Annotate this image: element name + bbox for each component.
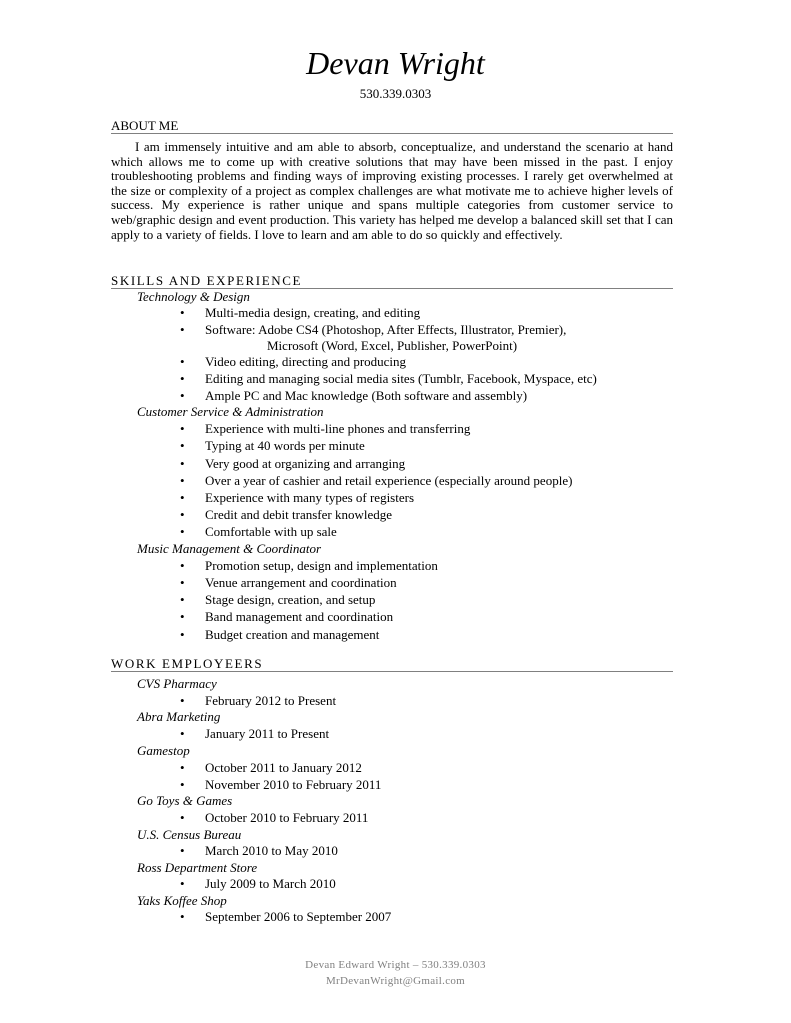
about-text: I am immensely intuitive and am able to absorb, conceptualize, and understand the scenario at hand which allows me to come up with creative solutions that may have been missed in the past. I enjoy troubleshooting problems and finding ways of improving existing processes. I rarely get overwhelmed at the size or complexity of a project as complex challenges are what motivate me to achieve higher levels of success. My experience is rather unique and spans multiple categories from customer service to web/graphic design and event production. This variety has helped me develop a balanced skill set that I can apply to a variety of fields. I love to learn and am able to do so quickly and effectively.	[111, 139, 673, 242]
bullet-icon: •	[180, 592, 185, 607]
bullet-icon: •	[180, 490, 185, 505]
bullet-icon: •	[180, 507, 185, 522]
skill-group-title: Music Management & Coordinator	[137, 541, 322, 556]
bullet-icon: •	[180, 760, 185, 775]
skill-item-text: Credit and debit transfer knowledge	[205, 507, 392, 522]
bullet-icon: •	[180, 627, 185, 642]
employer-name: CVS Pharmacy	[137, 676, 217, 691]
employer-name: Go Toys & Games	[137, 793, 233, 808]
employer-name: Ross Department Store	[137, 860, 258, 875]
skills-heading: SKILLS AND EXPERIENCE	[111, 273, 673, 289]
bullet-icon: •	[180, 558, 185, 573]
skill-item-text: Experience with many types of registers	[205, 490, 415, 505]
skill-group-title: Customer Service & Administration	[137, 404, 324, 419]
bullet-icon: •	[180, 322, 185, 337]
skill-item-text: Video editing, directing and producing	[205, 354, 407, 369]
skill-item-text: Multi-media design, creating, and editing	[205, 305, 421, 320]
skill-item-continuation: Microsoft (Word, Excel, Publisher, PowerPoint)	[267, 338, 518, 353]
employer-name: U.S. Census Bureau	[137, 827, 242, 842]
skill-item-text: Budget creation and management	[205, 627, 380, 642]
bullet-icon: •	[180, 693, 185, 708]
skill-item-text: Ample PC and Mac knowledge (Both software and assembly)	[205, 388, 528, 403]
skill-item-text: Very good at organizing and arranging	[205, 456, 406, 471]
footer-email: MrDevanWright@Gmail.com	[325, 975, 466, 987]
skill-item-text: Experience with multi-line phones and transferring	[205, 421, 471, 436]
skill-item-text: Over a year of cashier and retail experience (especially around people)	[205, 473, 573, 488]
employment-dates-text: July 2009 to March 2010	[205, 876, 336, 891]
skill-item-text: Promotion setup, design and implementation	[205, 558, 438, 573]
employment-dates-text: March 2010 to May 2010	[205, 843, 338, 858]
employment-dates-text: October 2011 to January 2012	[205, 760, 362, 775]
skill-item-text: Typing at 40 words per minute	[205, 438, 365, 453]
employment-dates-text: October 2010 to February 2011	[205, 810, 369, 825]
resume-name: Devan Wright	[306, 45, 485, 81]
employment-dates-text: February 2012 to Present	[205, 693, 337, 708]
bullet-icon: •	[180, 456, 185, 471]
bullet-icon: •	[180, 726, 185, 741]
bullet-icon: •	[180, 909, 185, 924]
bullet-icon: •	[180, 575, 185, 590]
skill-item-text: Comfortable with up sale	[205, 524, 337, 539]
skill-item-text: Band management and coordination	[205, 609, 394, 624]
bullet-icon: •	[180, 473, 185, 488]
employment-dates-text: January 2011 to Present	[205, 726, 330, 741]
header-phone: 530.339.0303	[359, 86, 432, 101]
employer-name: Gamestop	[137, 743, 190, 758]
bullet-icon: •	[180, 421, 185, 436]
bullet-icon: •	[180, 388, 185, 403]
bullet-icon: •	[180, 371, 185, 386]
bullet-icon: •	[180, 843, 185, 858]
work-heading: WORK EMPLOYEERS	[111, 656, 673, 672]
employment-dates-text: September 2006 to September 2007	[205, 909, 392, 924]
employer-name: Abra Marketing	[137, 709, 221, 724]
bullet-icon: •	[180, 777, 185, 792]
footer-contact: Devan Edward Wright – 530.339.0303	[305, 959, 486, 971]
bullet-icon: •	[180, 609, 185, 624]
bullet-icon: •	[180, 810, 185, 825]
bullet-icon: •	[180, 438, 185, 453]
skill-group-title: Technology & Design	[137, 289, 250, 304]
bullet-icon: •	[180, 354, 185, 369]
skill-item-text: Editing and managing social media sites (Tumblr, Facebook, Myspace, etc)	[205, 371, 597, 386]
employment-dates-text: November 2010 to February 2011	[205, 777, 382, 792]
skill-item-text: Stage design, creation, and setup	[205, 592, 376, 607]
bullet-icon: •	[180, 305, 185, 320]
employer-name: Yaks Koffee Shop	[137, 893, 227, 908]
about-heading: ABOUT ME	[111, 118, 673, 134]
skill-item-text: Venue arrangement and coordination	[205, 575, 397, 590]
bullet-icon: •	[180, 524, 185, 539]
skill-item-text: Software: Adobe CS4 (Photoshop, After Effects, Illustrator, Premier),	[205, 322, 567, 337]
bullet-icon: •	[180, 876, 185, 891]
